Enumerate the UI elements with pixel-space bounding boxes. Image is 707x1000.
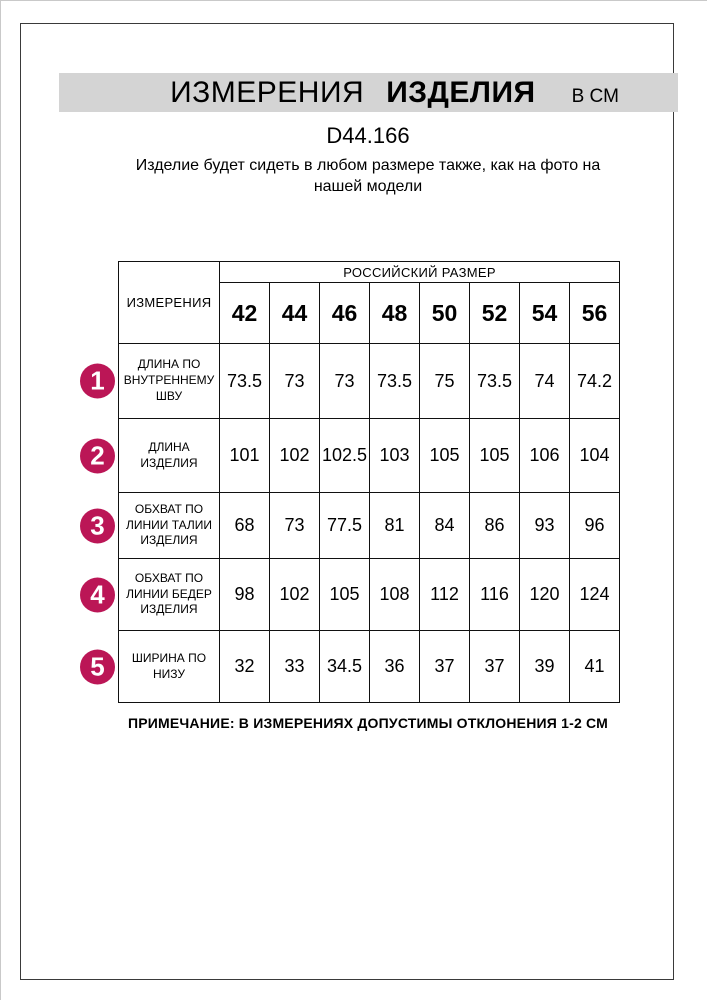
- size-column-header: 44: [270, 283, 320, 344]
- value-cell: 116: [470, 559, 520, 631]
- value-cell: 105: [320, 559, 370, 631]
- row-number-badge: 4: [80, 577, 115, 612]
- measurement-label-cell: [90, 419, 220, 493]
- measurement-label: ОБХВАТ ПО ЛИНИИ БЕДЕР ИЗДЕЛИЯ: [126, 570, 212, 617]
- size-column-header: 56: [570, 283, 620, 344]
- value-cell: 101: [220, 419, 270, 493]
- size-column-header: 52: [470, 283, 520, 344]
- subtitle-line-2: нашей модели: [313, 178, 423, 195]
- value-cell: 102: [270, 419, 320, 493]
- value-cell: 104: [570, 419, 620, 493]
- table-row: [119, 631, 620, 703]
- row-number-badge: 5: [80, 649, 115, 684]
- row-number-badge: 2: [80, 438, 115, 473]
- title-band: [59, 73, 678, 112]
- value-cell: 73.5: [220, 344, 270, 419]
- group-header-row: [119, 262, 620, 283]
- value-cell: 102.5: [320, 419, 370, 493]
- value-cell: 105: [470, 419, 520, 493]
- note: ПРИМЕЧАНИЕ: В ИЗМЕРЕНИЯХ ДОПУСТИМЫ ОТКЛОНЕНИЯ 1-2 СМ: [127, 715, 609, 731]
- value-cell: 102: [270, 559, 320, 631]
- value-cell: 36: [370, 631, 420, 703]
- measurement-label: ДЛИНА ПО ВНУТРЕННЕМУ ШВУ: [123, 357, 215, 403]
- measurement-label: ОБХВАТ ПО ЛИНИИ ТАЛИИ ИЗДЕЛИЯ: [125, 501, 213, 548]
- table-row: [119, 493, 620, 559]
- value-cell: 39: [520, 631, 570, 703]
- measurement-label-cell: [90, 631, 220, 703]
- title-product: ИЗДЕЛИЯ: [386, 76, 536, 109]
- row-number-badge: 1: [80, 364, 115, 399]
- value-cell: 73.5: [370, 344, 420, 419]
- subtitle-line-1: Изделие будет сидеть в любом размере также, как на фото на: [135, 157, 601, 174]
- article-code: D44.166: [326, 123, 410, 148]
- size-column-header: 48: [370, 283, 420, 344]
- value-cell: 33: [270, 631, 320, 703]
- value-cell: 81: [370, 493, 420, 559]
- measurement-label: ШИРИНА ПО НИЗУ: [131, 650, 207, 681]
- table-row: [119, 344, 620, 419]
- size-column-header: 42: [220, 283, 270, 344]
- value-cell: 98: [220, 559, 270, 631]
- screenshot-edge-left: [0, 0, 1, 1000]
- value-cell: 77.5: [320, 493, 370, 559]
- value-cell: 75: [420, 344, 470, 419]
- value-cell: 34.5: [320, 631, 370, 703]
- value-cell: 108: [370, 559, 420, 631]
- subtitle: [41, 155, 695, 197]
- value-cell: 84: [420, 493, 470, 559]
- table-row: [119, 559, 620, 631]
- value-cell: 73: [270, 344, 320, 419]
- group-header-cell: РОССИЙСКИЙ РАЗМЕР: [220, 262, 620, 283]
- value-cell: 74.2: [570, 344, 620, 419]
- value-cell: 73: [270, 493, 320, 559]
- measurement-label-cell: [90, 344, 220, 419]
- value-cell: 96: [570, 493, 620, 559]
- row-number-badge: 3: [80, 508, 115, 543]
- value-cell: 124: [570, 559, 620, 631]
- page-frame: [20, 23, 674, 980]
- value-cell: 106: [520, 419, 570, 493]
- value-cell: 73.5: [470, 344, 520, 419]
- value-cell: 103: [370, 419, 420, 493]
- measurement-label-cell: [90, 559, 220, 631]
- value-cell: 37: [470, 631, 520, 703]
- value-cell: 32: [220, 631, 270, 703]
- measurement-label: ДЛИНА ИЗДЕЛИЯ: [140, 439, 198, 470]
- value-cell: 73: [320, 344, 370, 419]
- size-column-header: 54: [520, 283, 570, 344]
- table-row: [119, 419, 620, 493]
- title-measurements: ИЗМЕРЕНИЯ: [170, 76, 365, 109]
- size-column-header: 50: [420, 283, 470, 344]
- size-table: [90, 261, 620, 703]
- value-cell: 105: [420, 419, 470, 493]
- value-cell: 120: [520, 559, 570, 631]
- screenshot-edge-top: [0, 0, 707, 1]
- measurement-label-cell: [90, 493, 220, 559]
- value-cell: 112: [420, 559, 470, 631]
- corner-header-cell: ИЗМЕРЕНИЯ: [119, 262, 220, 344]
- value-cell: 41: [570, 631, 620, 703]
- size-column-header: 46: [320, 283, 370, 344]
- value-cell: 93: [520, 493, 570, 559]
- value-cell: 37: [420, 631, 470, 703]
- title-units: В СМ: [571, 86, 619, 107]
- value-cell: 86: [470, 493, 520, 559]
- value-cell: 74: [520, 344, 570, 419]
- value-cell: 68: [220, 493, 270, 559]
